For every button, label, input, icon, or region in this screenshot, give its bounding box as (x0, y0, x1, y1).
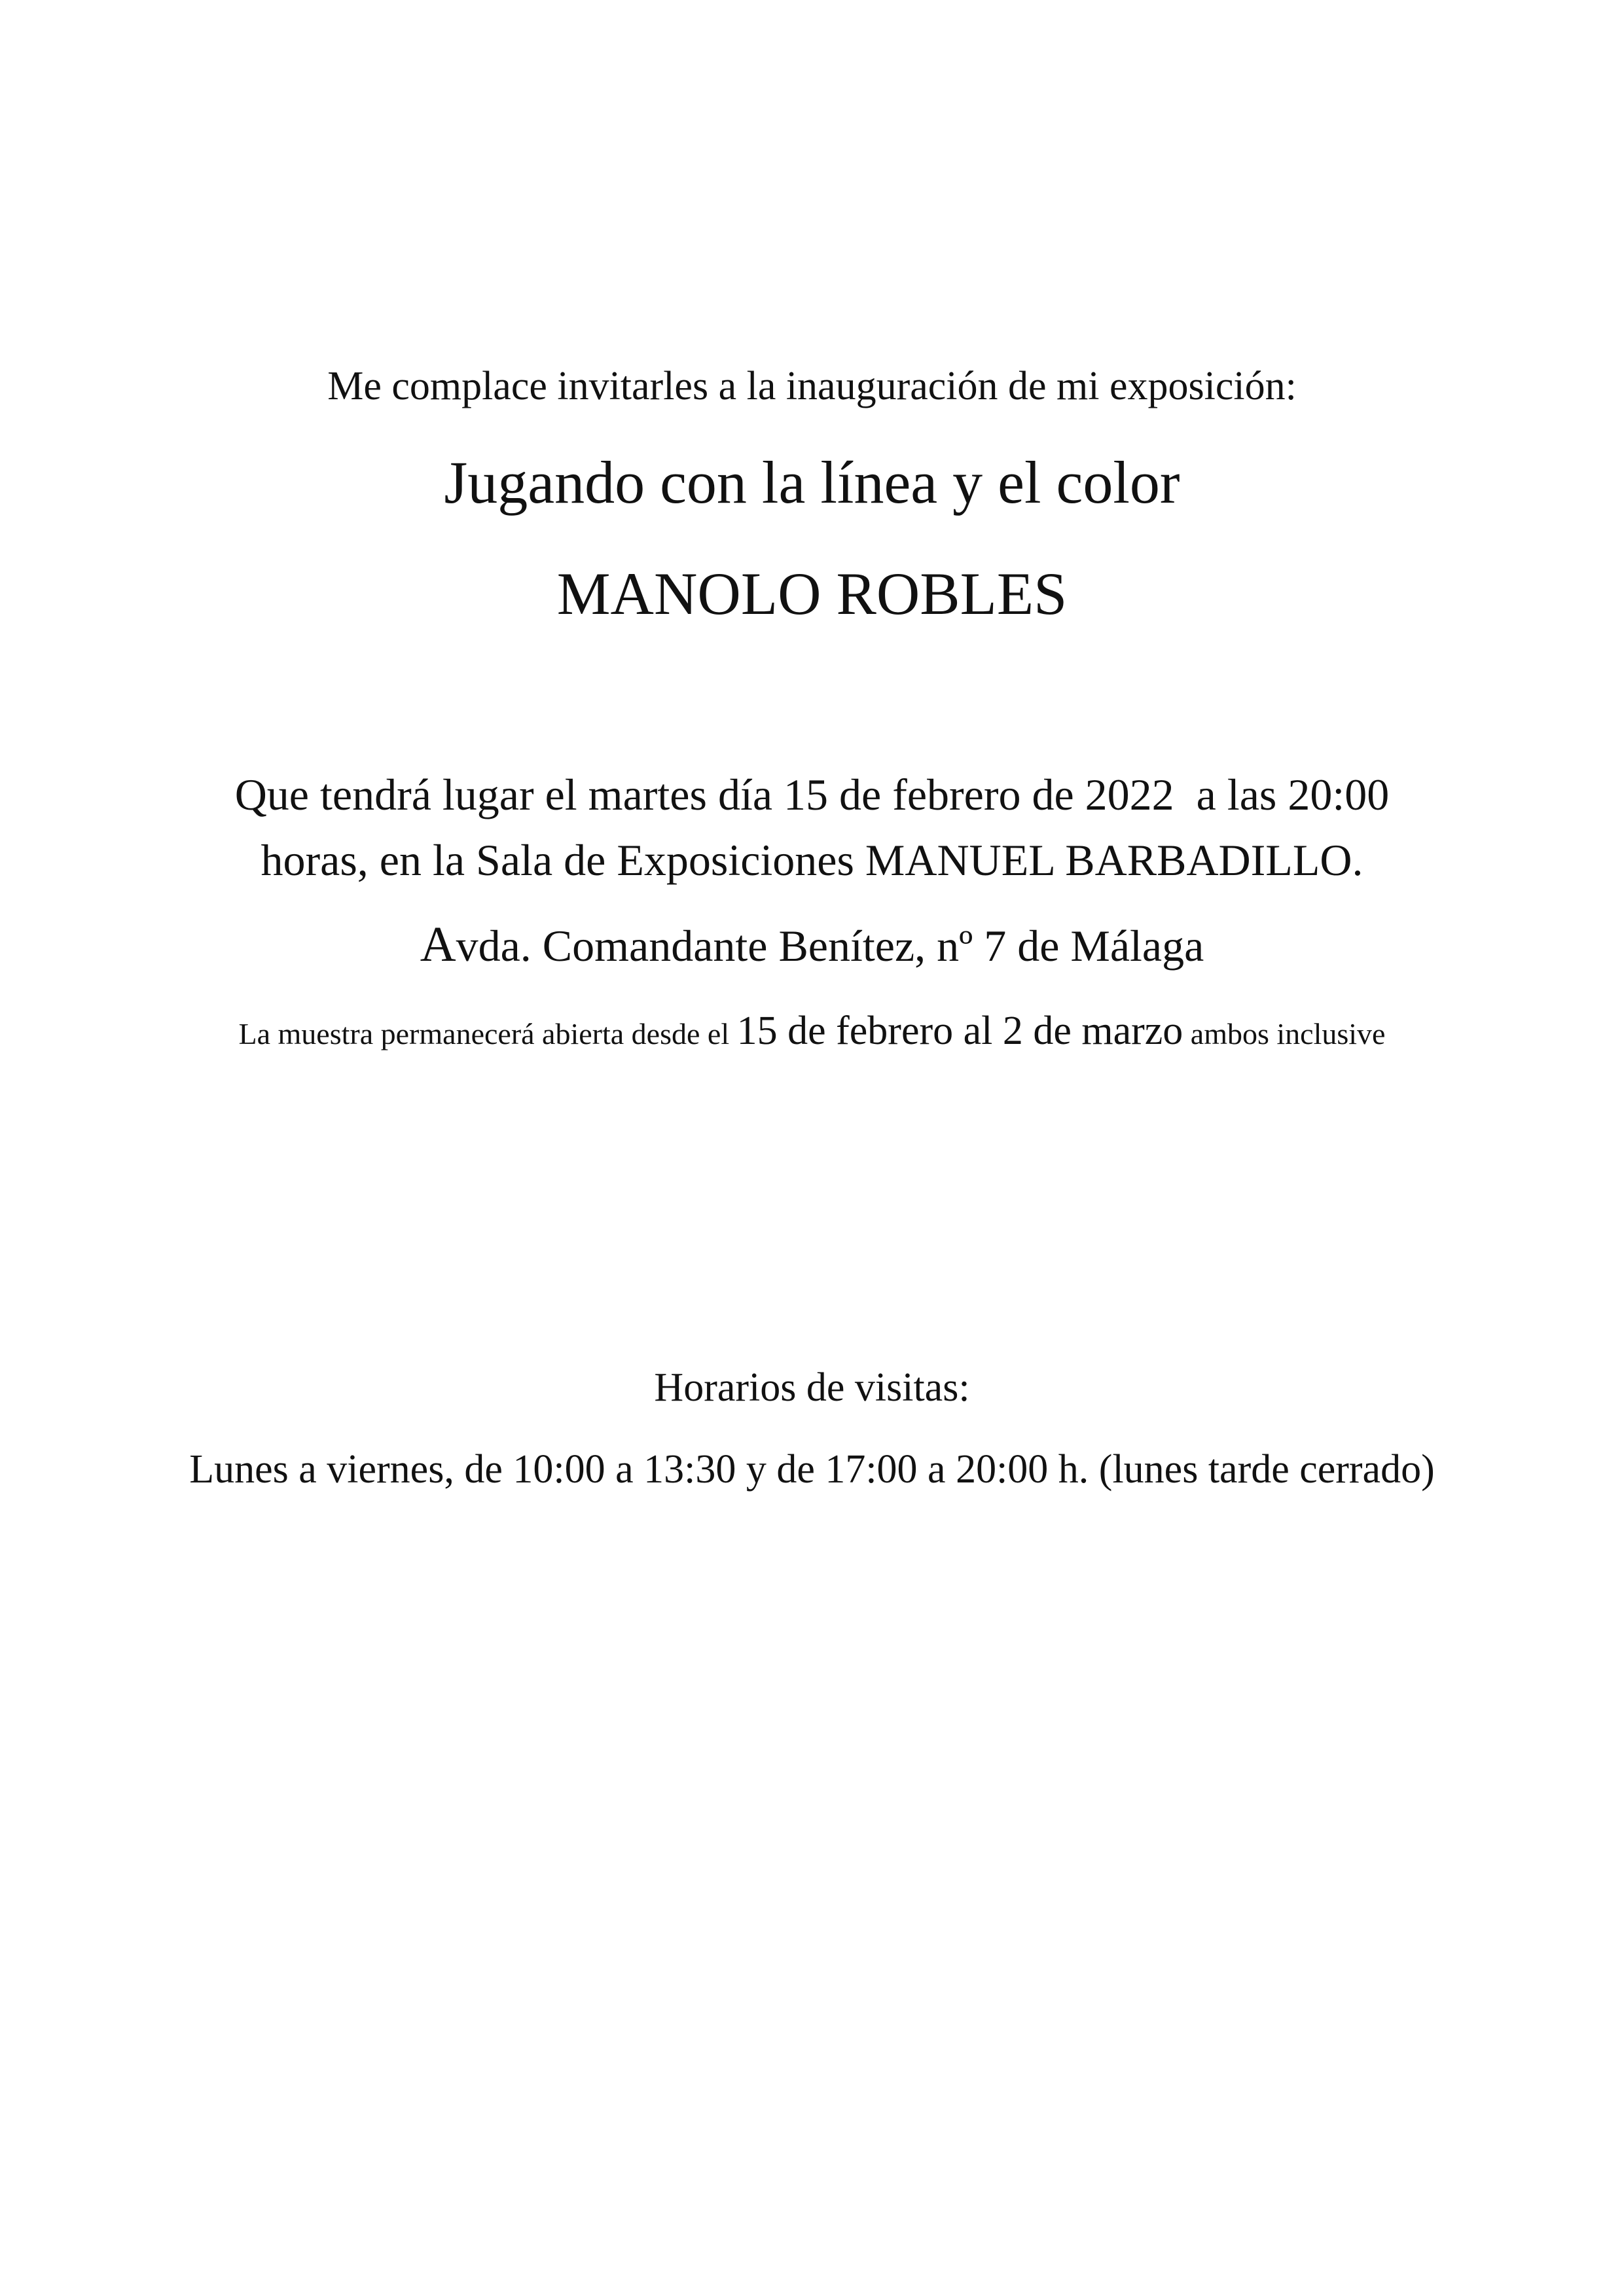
address-text: vda. Comandante Benítez, nº 7 de Málaga (456, 921, 1204, 971)
venue-address (0, 916, 1624, 973)
visiting-hours-heading: Horarios de visitas: (654, 1365, 970, 1410)
event-details-line-2: horas, en la Sala de Exposiciones MANUEL BARBADILLO. (261, 835, 1363, 885)
dates-range: 15 de febrero al 2 de marzo (736, 1009, 1183, 1053)
exhibition-dates (0, 1008, 1624, 1054)
dates-prefix: La muestra permanecerá abierta desde el (238, 1017, 730, 1050)
artist-name: MANOLO ROBLES (556, 560, 1068, 627)
visiting-hours-text: Lunes a viernes, de 10:00 a 13:30 y de 17:00 a 20:00 h. (lunes tarde cerrado) (189, 1447, 1435, 1492)
dates-suffix: ambos inclusive (1190, 1017, 1386, 1050)
exhibition-title: Jugando con la línea y el color (444, 449, 1180, 516)
intro-text: Me complace invitarles a la inauguración de mi exposición: (327, 364, 1297, 408)
address-initial: A (420, 917, 456, 972)
event-details-line-1: Que tendrá lugar el martes día 15 de febrero de 2022 a las 20:00 (234, 770, 1390, 819)
